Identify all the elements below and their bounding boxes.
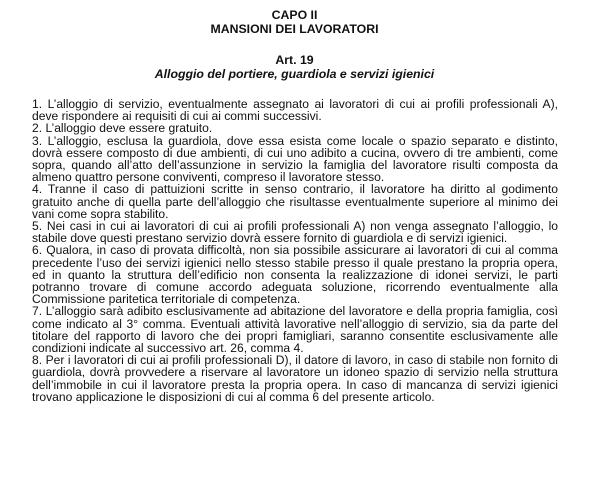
article-body (32, 98, 558, 403)
paragraph-4: 4. Tranne il caso di pattuizioni scritte in senso contrario, il lavoratore ha diritto al godimento gratuito anche di quella parte dell’alloggio che risultasse eventualmente superiore al minimo dei vani come sopra stabilito. (32, 182, 558, 221)
chapter-title: MANSIONI DEI LAVORATORI (210, 22, 379, 36)
chapter-number: CAPO II (271, 8, 318, 22)
paragraph-1: 1. L’alloggio di servizio, eventualmente assegnato ai lavoratori di cui ai profili professionali A), deve rispondere ai requisiti di cui ai commi successivi. (32, 97, 558, 124)
paragraph-6: 6. Qualora, in caso di provata difficoltà, non sia possibile assicurare ai lavoratori di cui al comma precedente l’uso dei servizi igienici nello stesso stabile presso il quale prestano la propria opera, ed in quanto la struttura dell’edificio non consenta la realizzazione di idonei servizi, le parti potranno trovare di comune accordo adeguata soluzione, ricorrendo eventualmente alla Commissione paritetica territoriale di competenza. (32, 243, 558, 307)
paragraph-7: 7. L’alloggio sarà adibito esclusivamente ad abitazione del lavoratore e della propria famiglia, così come indicato al 3° comma. Eventuali attività lavorative nell’alloggio di servizio, sia da parte del titolare del rapporto di lavoro che dei propri famigliari, saranno consentite esclusivamente alle condizioni indicate al successivo art. 26, comma 4. (32, 304, 558, 356)
article-number: Art. 19 (275, 53, 314, 67)
article-title: Alloggio del portiere, guardiola e servizi igienici (154, 67, 435, 81)
paragraph-5: 5. Nei casi in cui ai lavoratori di cui ai profili professionali A) non venga assegnato l’alloggio, lo stabile dove questi prestano servizio dovrà essere fornito di guardiola e di servizi igienici. (32, 219, 558, 246)
paragraph-2: 2. L’alloggio deve essere gratuito. (32, 121, 213, 136)
paragraph-3: 3. L’alloggio, esclusa la guardiola, dove essa esista come locale o spazio separato e distinto, dovrà essere composto di due ambienti, di cui uno adibito a cucina, ovvero di tre ambienti, come sopra, quando all’atto dell’assunzione in servizio la famiglia del lavoratore risulti composta da almeno quattro persone conviventi, compreso il lavoratore stesso. (32, 133, 558, 185)
paragraph-8: 8. Per i lavoratori di cui ai profili professionali D), il datore di lavoro, in caso di stabile non fornito di guardiola, dovrà provvedere a riservare al lavoratore un idoneo spazio di servizio nella struttura dell’immobile in cui il lavoratore presta la propria opera. In caso di mancanza di servizi igienici trovano applicazione le disposizioni di cui al comma 6 del presente articolo. (32, 353, 558, 404)
